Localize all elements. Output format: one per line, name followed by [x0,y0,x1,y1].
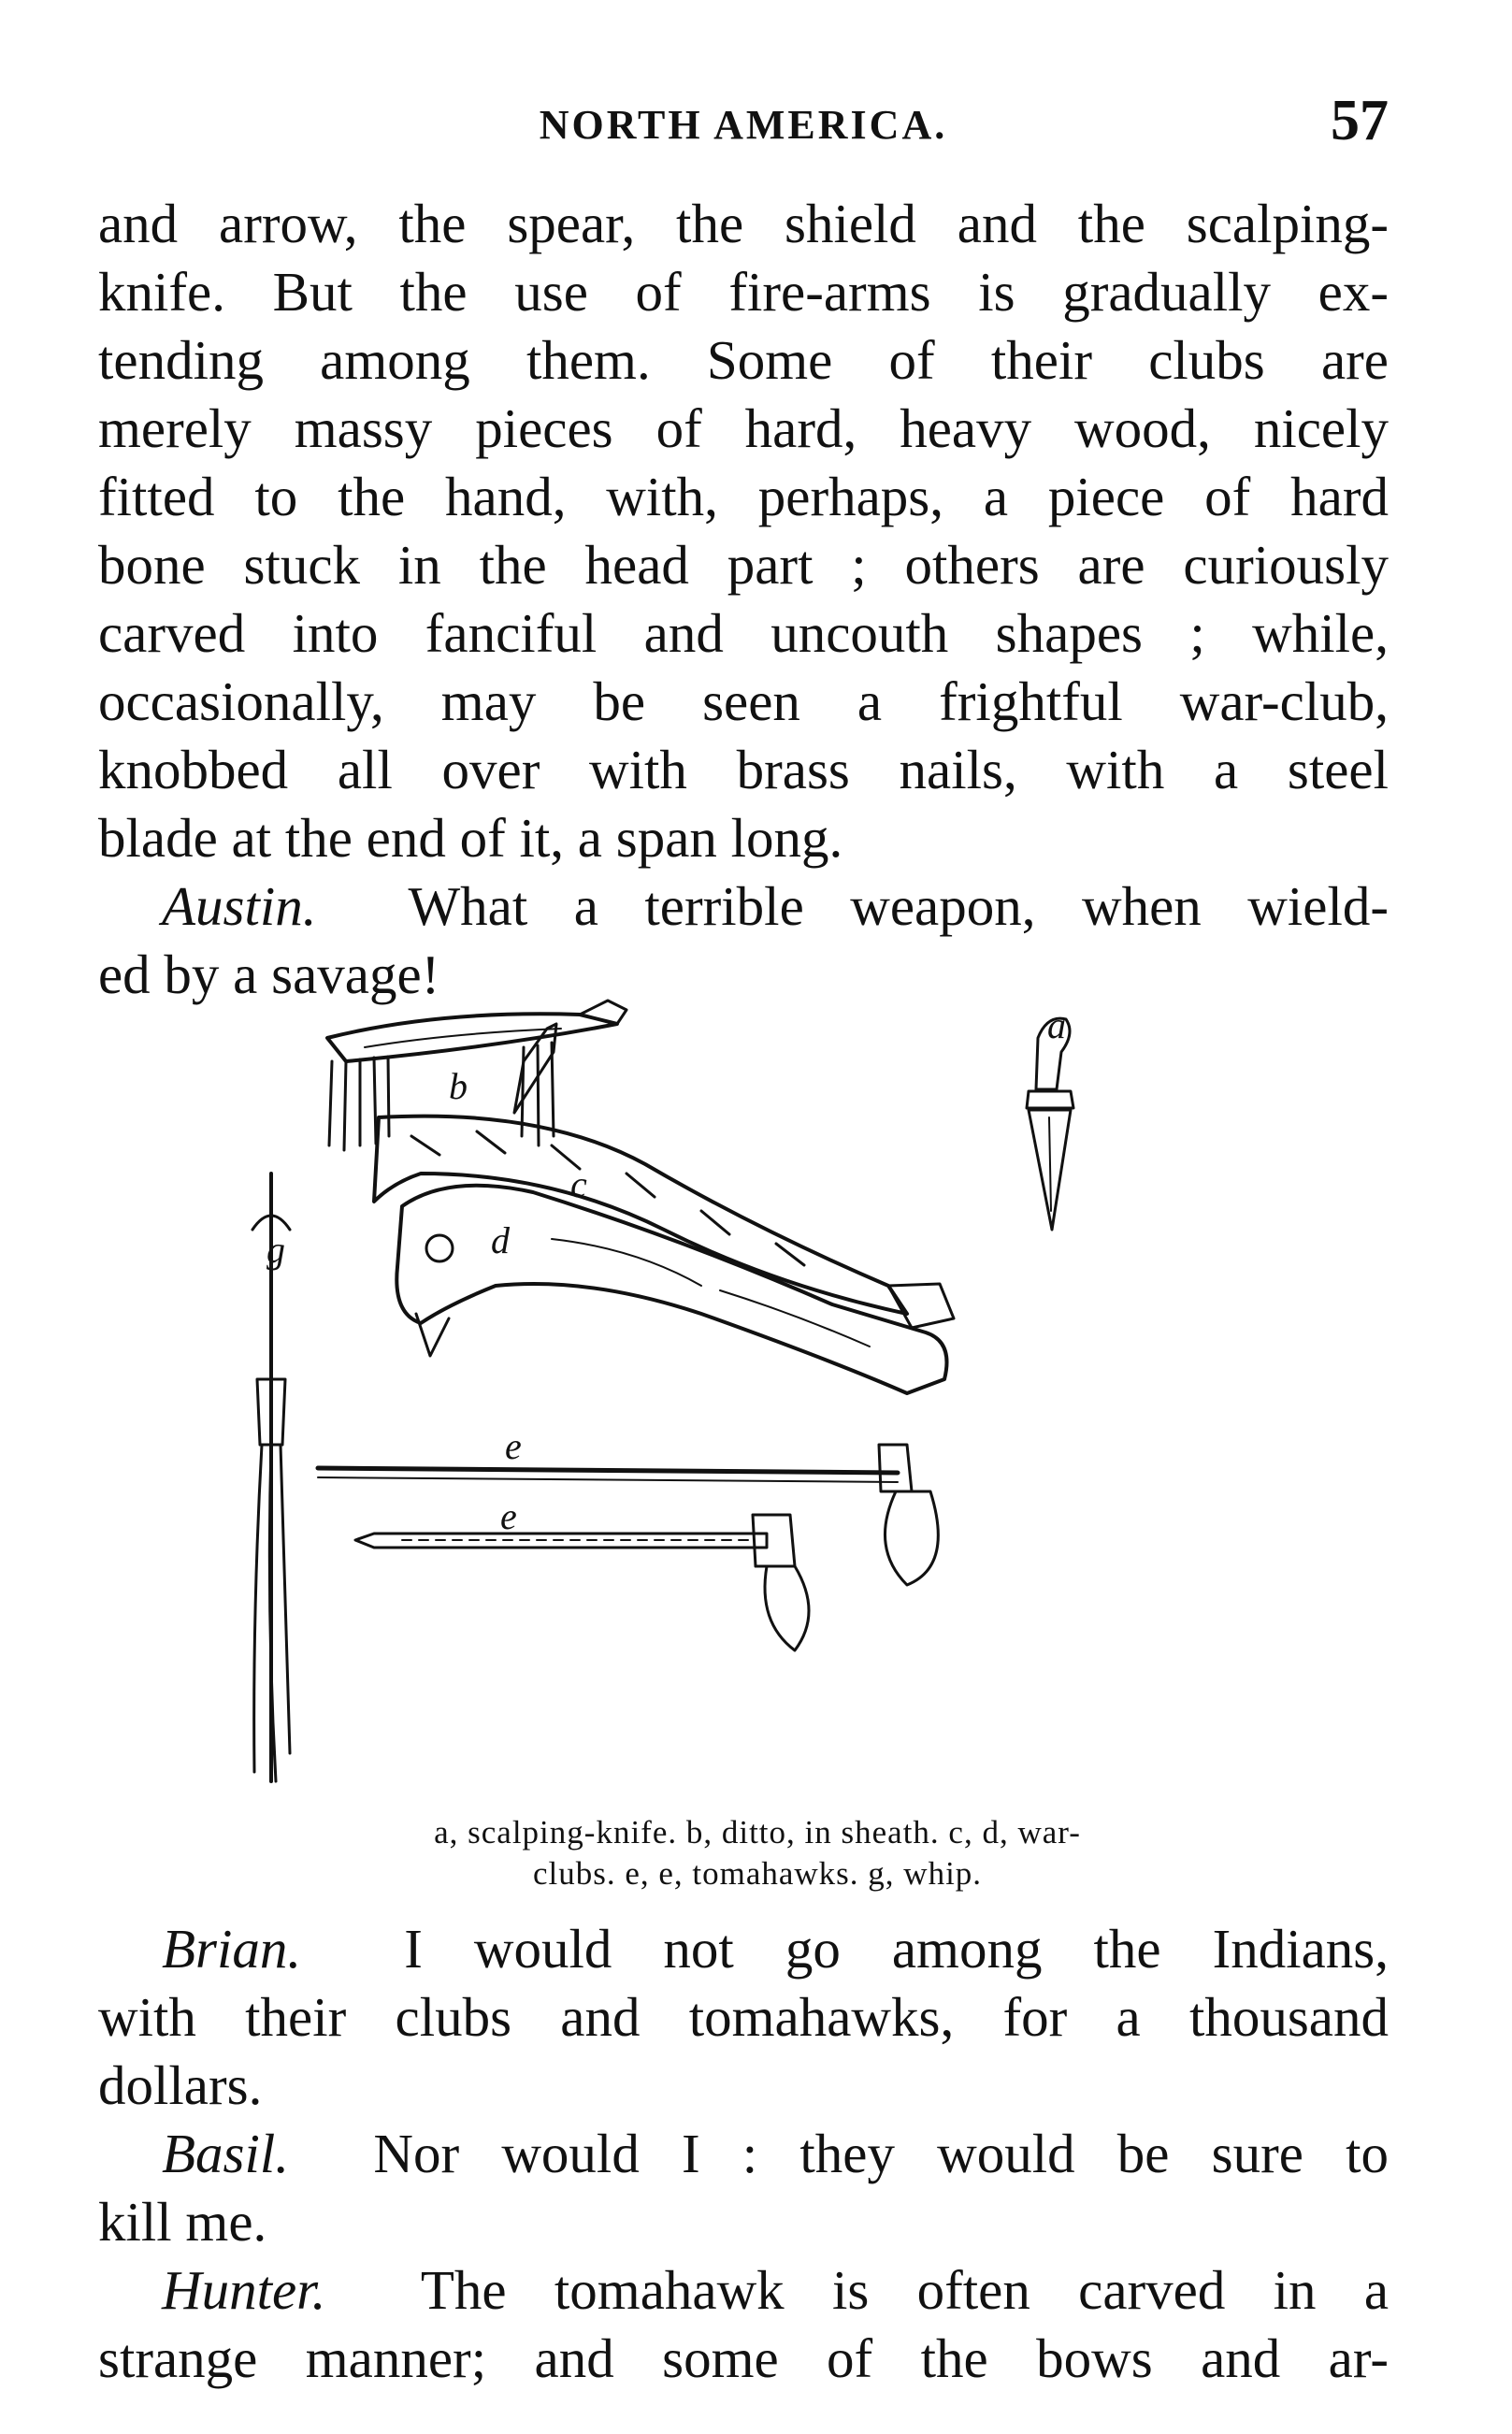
figure-label-a: a [1047,1004,1066,1046]
figure-label-e-1: e [505,1425,522,1467]
dialogue-text: What a terrible weapon, when wield- [408,875,1389,937]
caption-line: a, scalping-knife. b, ditto, in sheath. c, d, war- [434,1814,1081,1851]
figure-label-g: g [266,1229,285,1271]
text-line: fitted to the hand, with, perhaps, a piece of hard [98,466,1389,527]
text-line: dollars. [98,2054,263,2116]
text-line: carved into fanciful and uncouth shapes ; while, [98,602,1389,664]
text-line: knife. But the use of fire-arms is gradually ex- [98,261,1389,323]
dialogue-line [98,872,1389,941]
text-line: merely massy pieces of hard, heavy wood, nicely [98,397,1389,459]
text-line: strange manner; and some of the bows and ar- [98,2327,1389,2389]
dialogue-line [98,2120,1389,2188]
sheathed-knife-drawing [327,1001,626,1150]
tomahawk-1-drawing [318,1445,938,1585]
text-line: with their clubs and tomahawks, for a thousand [98,1986,1389,2048]
figure-label-c: c [570,1163,587,1205]
page-number: 57 [1331,89,1389,152]
dialogue-line [98,2256,1389,2325]
speaker-hunter: Hunter. [162,2259,326,2321]
dialogue-text: Nor would I : they would be sure to [373,2123,1390,2184]
figure-caption [234,1812,1281,1894]
running-head: NORTH AMERICA. [539,102,948,148]
text-line: blade at the end of it, a span long. [98,807,843,869]
dialogue-line [98,1915,1389,1983]
tomahawk-2-drawing [355,1515,809,1650]
dialogue-text: I would not go among the Indians, [404,1918,1390,1980]
speaker-brian: Brian. [162,1918,302,1980]
text-line: occasionally, may be seen a frightful war-club, [98,670,1389,732]
text-line: tending among them. Some of their clubs are [98,329,1389,391]
text-line: kill me. [98,2191,267,2253]
war-club-d-drawing [396,1186,946,1393]
weapons-illustration [266,1004,1206,1800]
dialogue-text: The tomahawk is often carved in a [420,2259,1390,2321]
paragraph-weapons [98,190,1389,1009]
speaker-austin: Austin. [162,875,317,937]
text-line: and arrow, the spear, the shield and the scalping- [98,193,1389,254]
figure-label-e-2: e [500,1495,517,1537]
figure-label-d: d [491,1219,510,1261]
scalping-knife-drawing [1027,1018,1073,1230]
text-line: knobbed all over with brass nails, with a steel [98,739,1389,800]
speaker-basil: Basil. [162,2123,290,2184]
figure-label-b: b [449,1065,468,1107]
dialogue-continuation [98,1915,1389,2393]
text-line: bone stuck in the head part ; others are curiously [98,534,1389,596]
caption-line: clubs. e, e, tomahawks. g, whip. [532,1855,983,1892]
text-line: ed by a savage! [98,943,440,1005]
page-header [98,89,1389,159]
